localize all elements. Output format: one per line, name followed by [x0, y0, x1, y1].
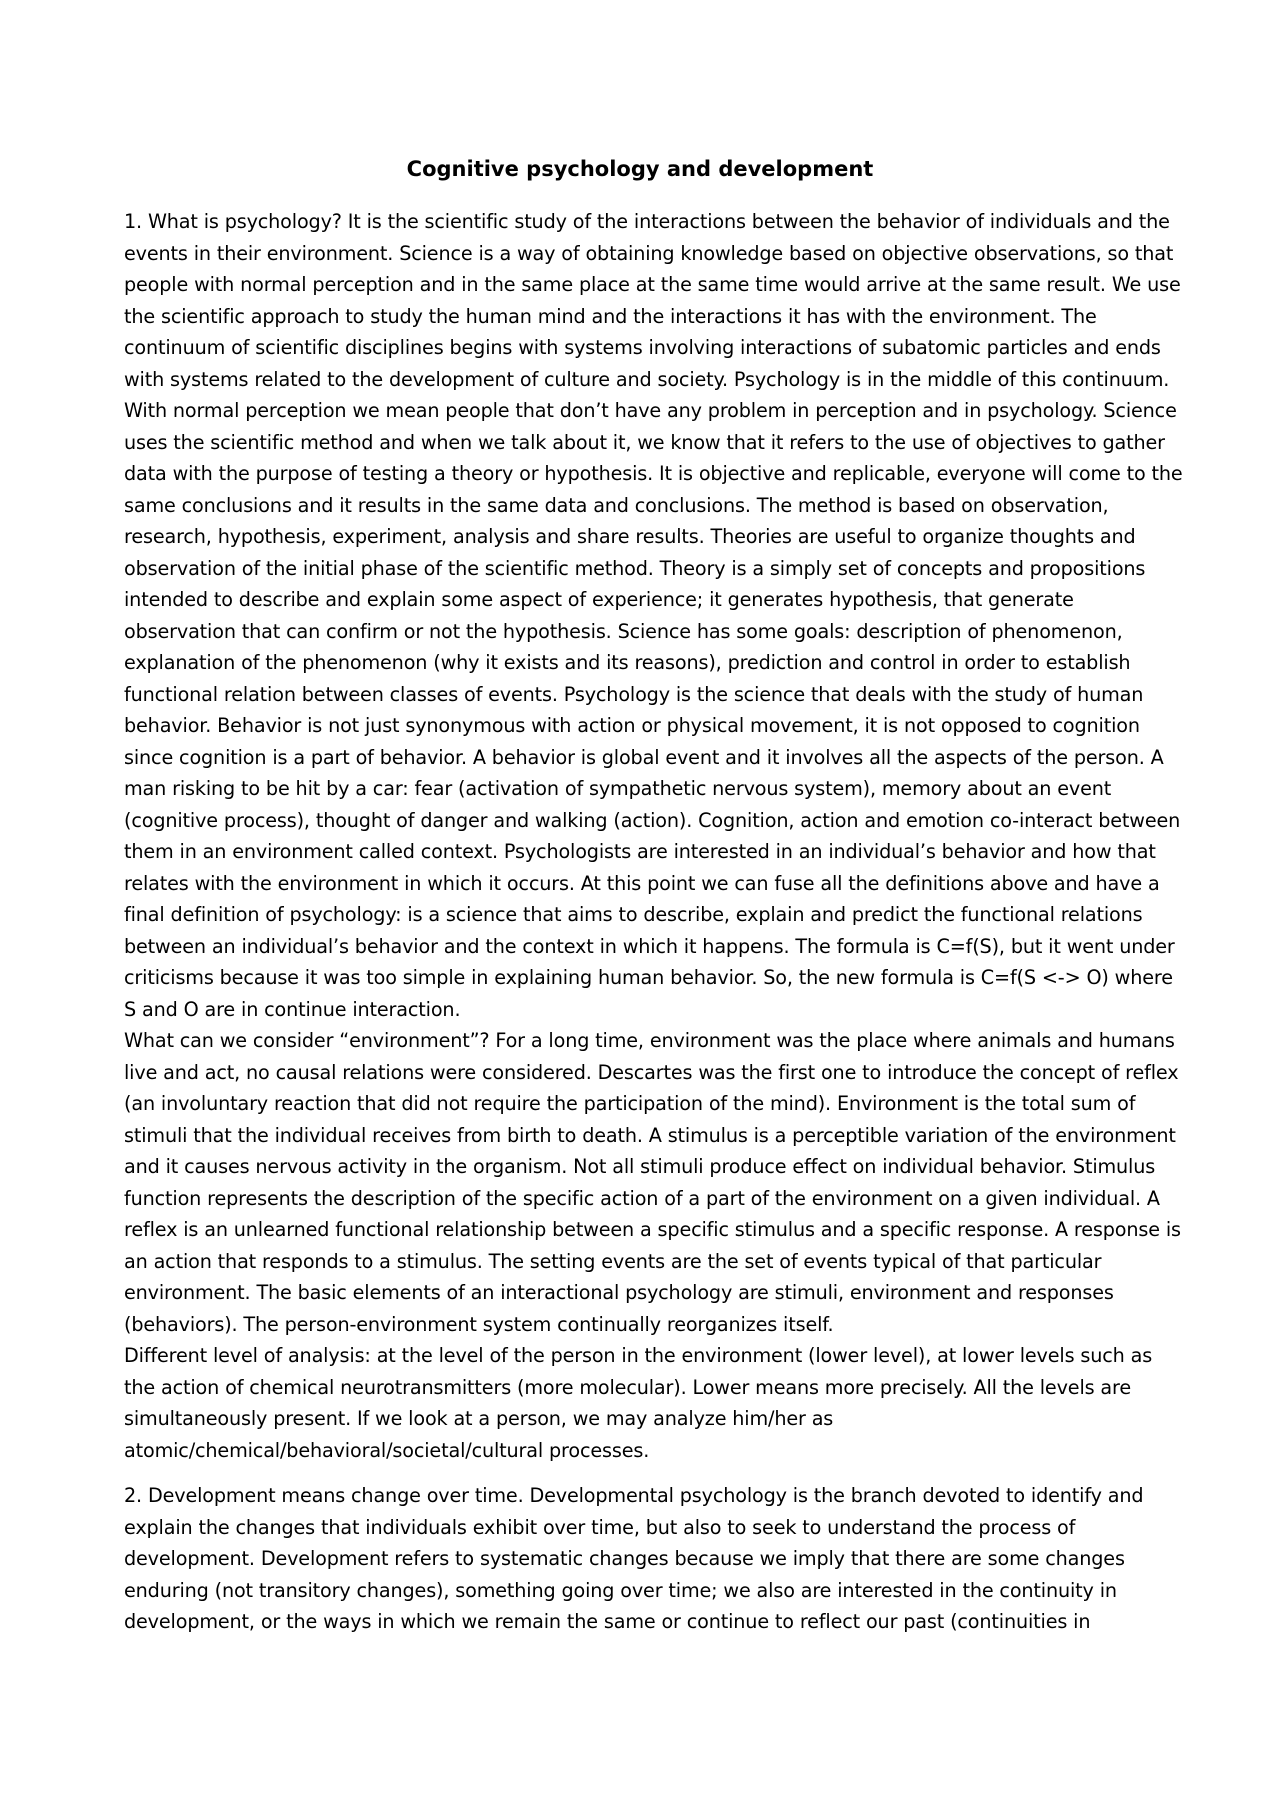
- paragraph-psychology-definition: 1. What is psychology? It is the scientific study of the interactions between the behavior of individuals and the events in their environment. Science is a way of obtaining knowledge based on objective observations, so that people with normal perception and in the same place at the same time would arrive at the same result. We use the scientific approach to study the human mind and the interactions it has with the environment. The continuum of scientific disciplines begins with systems involving interactions of subatomic particles and ends with systems related to the development of culture and society. Psychology is in the middle of this continuum. With normal perception we mean people that don’t have any problem in perception and in psychology. Science uses the scientific method and when we talk about it, we know that it refers to the use of objectives to gather data with the purpose of testing a theory or hypothesis. It is objective and replicable, everyone will come to the same conclusions and it results in the same data and conclusions. The method is based on observation, research, hypothesis, experiment, analysis and share results. Theories are useful to organize thoughts and observation of the initial phase of the scientific method. Theory is a simply set of concepts and propositions intended to describe and explain some aspect of experience; it generates hypothesis, that generate observation that can confirm or not the hypothesis. Science has some goals: description of phenomenon, explanation of the phenomenon (why it exists and its reasons), prediction and control in order to establish functional relation between classes of events. Psychology is the science that deals with the study of human behavior. Behavior is not just synonymous with action or physical movement, it is not opposed to cognition since cognition is a part of behavior. A behavior is global event and it involves all the aspects of the person. A man risking to be hit by a car: fear (activation of sympathetic nervous system), memory about an event (cognitive process), thought of danger and walking (action). Cognition, action and emotion co-interact between them in an environment called context. Psychologists are interested in an individual’s behavior and how that relates with the environment in which it occurs. At this point we can fuse all the definitions above and have a final definition of psychology: is a science that aims to describe, explain and predict the functional relations between an individual’s behavior and the context in which it happens. The formula is C=f(S), but it went under criticisms because it was too simple in explaining human behavior. So, the new formula is C=f(S <-> O) where S and O are in continue interaction.: [124, 210, 1183, 1021]
- document-title: Cognitive psychology and development: [406, 157, 874, 181]
- document-body: [124, 206, 1184, 1638]
- paragraph-levels-of-analysis: Different level of analysis: at the level of the person in the environment (lower level), at lower levels such as the action of chemical neurotransmitters (more molecular). Lower means more precisely. All the levels are simultaneously present. If we look at a person, we may analyze him/her as atomic/chemical/behavioral/societal/cultural processes.: [124, 1344, 1153, 1462]
- paragraph-development: 2. Development means change over time. Developmental psychology is the branch devoted to identify and explain the changes that individuals exhibit over time, but also to seek to understand the process of development. Development refers to systematic changes because we imply that there are some changes enduring (not transitory changes), something going over time; we also are interested in the continuity in development, or the ways in which we remain the same or continue to reflect our past (continuities in: [124, 1484, 1144, 1633]
- paragraph-environment: What can we consider “environment”? For a long time, environment was the place where animals and humans live and act, no causal relations were considered. Descartes was the first one to introduce the concept of reflex (an involuntary reaction that did not require the participation of the mind). Environment is the total sum of stimuli that the individual receives from birth to death. A stimulus is a perceptible variation of the environment and it causes nervous activity in the organism. Not all stimuli produce effect on individual behavior. Stimulus function represents the description of the specific action of a part of the environment on a given individual. A reflex is an unlearned functional relationship between a specific stimulus and a specific response. A response is an action that responds to a stimulus. The setting events are the set of events typical of that particular environment. The basic elements of an interactional psychology are stimuli, environment and responses (behaviors). The person-environment system continually reorganizes itself.: [124, 1029, 1181, 1336]
